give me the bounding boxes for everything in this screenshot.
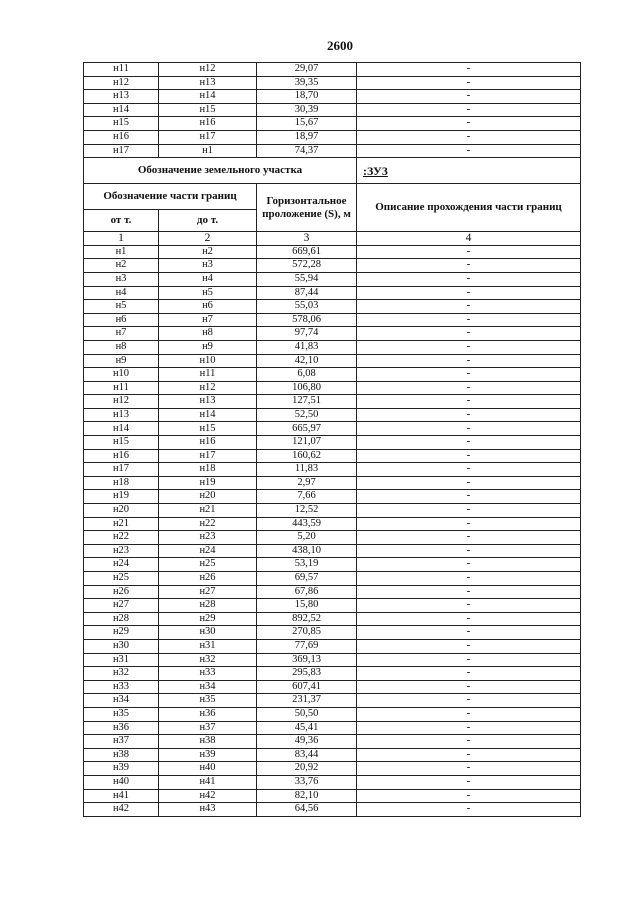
column-number-2: 2 <box>159 232 257 246</box>
length-cell: 52,50 <box>257 408 357 422</box>
description-cell: - <box>357 395 581 409</box>
length-cell: 64,56 <box>257 803 357 817</box>
length-cell: 121,07 <box>257 436 357 450</box>
description-cell: - <box>357 612 581 626</box>
point-from-cell: н16 <box>84 449 159 463</box>
table-row <box>84 245 581 259</box>
length-cell: 77,69 <box>257 639 357 653</box>
table-row <box>84 639 581 653</box>
length-cell: 607,41 <box>257 680 357 694</box>
point-to-cell: н34 <box>159 680 257 694</box>
point-from-cell: н31 <box>84 653 159 667</box>
point-to-cell: н7 <box>159 313 257 327</box>
point-to-cell: н25 <box>159 558 257 572</box>
table-row <box>84 354 581 368</box>
point-to-cell: н9 <box>159 340 257 354</box>
point-to-cell: н19 <box>159 476 257 490</box>
column-number-4: 4 <box>357 232 581 246</box>
description-cell: - <box>357 775 581 789</box>
description-cell: - <box>357 735 581 749</box>
table-row <box>84 558 581 572</box>
length-cell: 18,97 <box>257 130 357 144</box>
column-number-1: 1 <box>84 232 159 246</box>
description-cell: - <box>357 327 581 341</box>
point-to-cell: н18 <box>159 463 257 477</box>
description-cell: - <box>357 504 581 518</box>
point-to-cell: н33 <box>159 667 257 681</box>
length-cell: 53,19 <box>257 558 357 572</box>
table-row <box>84 748 581 762</box>
main-rows-section <box>84 245 581 816</box>
length-cell: 665,97 <box>257 422 357 436</box>
length-cell: 15,80 <box>257 599 357 613</box>
table-row <box>84 368 581 382</box>
point-from-cell: н34 <box>84 694 159 708</box>
length-cell: 15,67 <box>257 117 357 131</box>
description-cell: - <box>357 653 581 667</box>
point-from-cell: н2 <box>84 259 159 273</box>
table-row <box>84 667 581 681</box>
header-description: Описание прохождения части границ <box>357 184 581 232</box>
description-cell: - <box>357 436 581 450</box>
description-cell: - <box>357 313 581 327</box>
point-to-cell: н29 <box>159 612 257 626</box>
point-from-cell: н28 <box>84 612 159 626</box>
description-cell: - <box>357 667 581 681</box>
length-cell: 369,13 <box>257 653 357 667</box>
point-to-cell: н10 <box>159 354 257 368</box>
length-cell: 18,70 <box>257 90 357 104</box>
point-from-cell: н40 <box>84 775 159 789</box>
description-cell: - <box>357 707 581 721</box>
length-cell: 42,10 <box>257 354 357 368</box>
table-row <box>84 490 581 504</box>
point-from-cell: н12 <box>84 76 159 90</box>
point-to-cell: н12 <box>159 63 257 77</box>
header-horizontal-length: Горизонтальное проложение (S), м <box>257 184 357 232</box>
header-section <box>84 158 581 246</box>
point-from-cell: н42 <box>84 803 159 817</box>
table-row <box>84 300 581 314</box>
point-from-cell: н4 <box>84 286 159 300</box>
point-to-cell: н17 <box>159 449 257 463</box>
length-cell: 33,76 <box>257 775 357 789</box>
table-row <box>84 517 581 531</box>
point-from-cell: н35 <box>84 707 159 721</box>
table-row <box>84 803 581 817</box>
point-from-cell: н10 <box>84 368 159 382</box>
description-cell: - <box>357 721 581 735</box>
table-row <box>84 775 581 789</box>
description-cell: - <box>357 762 581 776</box>
description-cell: - <box>357 354 581 368</box>
point-from-cell: н19 <box>84 490 159 504</box>
length-cell: 55,94 <box>257 272 357 286</box>
table-row <box>84 721 581 735</box>
point-to-cell: н14 <box>159 408 257 422</box>
table-row <box>84 599 581 613</box>
table-row <box>84 408 581 422</box>
point-from-cell: н18 <box>84 476 159 490</box>
point-from-cell: н1 <box>84 245 159 259</box>
description-cell: - <box>357 585 581 599</box>
point-to-cell: н4 <box>159 272 257 286</box>
description-cell: - <box>357 639 581 653</box>
description-cell: - <box>357 694 581 708</box>
point-from-cell: н5 <box>84 300 159 314</box>
table-row <box>84 395 581 409</box>
point-to-cell: н5 <box>159 286 257 300</box>
point-from-cell: н39 <box>84 762 159 776</box>
point-to-cell: н13 <box>159 76 257 90</box>
length-cell: 572,28 <box>257 259 357 273</box>
table-row <box>84 544 581 558</box>
point-to-cell: н39 <box>159 748 257 762</box>
point-to-cell: н37 <box>159 721 257 735</box>
description-cell: - <box>357 531 581 545</box>
description-cell: - <box>357 803 581 817</box>
point-to-cell: н16 <box>159 436 257 450</box>
length-cell: 443,59 <box>257 517 357 531</box>
length-cell: 45,41 <box>257 721 357 735</box>
description-cell: - <box>357 476 581 490</box>
point-to-cell: н26 <box>159 572 257 586</box>
point-from-cell: н33 <box>84 680 159 694</box>
length-cell: 127,51 <box>257 395 357 409</box>
length-cell: 7,66 <box>257 490 357 504</box>
description-cell: - <box>357 90 581 104</box>
length-cell: 69,57 <box>257 572 357 586</box>
length-cell: 106,80 <box>257 381 357 395</box>
point-from-cell: н27 <box>84 599 159 613</box>
length-cell: 82,10 <box>257 789 357 803</box>
table-row <box>84 653 581 667</box>
description-cell: - <box>357 103 581 117</box>
point-to-cell: н13 <box>159 395 257 409</box>
length-cell: 67,86 <box>257 585 357 599</box>
description-cell: - <box>357 517 581 531</box>
point-from-cell: н14 <box>84 103 159 117</box>
description-cell: - <box>357 558 581 572</box>
description-cell: - <box>357 408 581 422</box>
description-cell: - <box>357 259 581 273</box>
length-cell: 41,83 <box>257 340 357 354</box>
point-to-cell: н28 <box>159 599 257 613</box>
description-cell: - <box>357 599 581 613</box>
description-cell: - <box>357 63 581 77</box>
point-to-cell: н43 <box>159 803 257 817</box>
length-cell: 29,07 <box>257 63 357 77</box>
table-row <box>84 422 581 436</box>
length-cell: 231,37 <box>257 694 357 708</box>
header-boundary-parts: Обозначение части границ <box>84 184 257 210</box>
length-cell: 669,61 <box>257 245 357 259</box>
point-from-cell: н20 <box>84 504 159 518</box>
table-row <box>84 789 581 803</box>
point-to-cell: н1 <box>159 144 257 158</box>
table-row <box>84 90 581 104</box>
length-cell: 74,37 <box>257 144 357 158</box>
description-cell: - <box>357 144 581 158</box>
point-to-cell: н8 <box>159 327 257 341</box>
point-from-cell: н11 <box>84 63 159 77</box>
length-cell: 438,10 <box>257 544 357 558</box>
point-from-cell: н13 <box>84 408 159 422</box>
length-cell: 83,44 <box>257 748 357 762</box>
table-row <box>84 103 581 117</box>
column-number-3: 3 <box>257 232 357 246</box>
description-cell: - <box>357 449 581 463</box>
point-from-cell: н15 <box>84 436 159 450</box>
point-from-cell: н30 <box>84 639 159 653</box>
point-to-cell: н41 <box>159 775 257 789</box>
length-cell: 49,36 <box>257 735 357 749</box>
table-row <box>84 449 581 463</box>
point-from-cell: н23 <box>84 544 159 558</box>
table-row <box>84 313 581 327</box>
point-to-cell: н3 <box>159 259 257 273</box>
table-row <box>84 694 581 708</box>
table-row <box>84 762 581 776</box>
length-cell: 160,62 <box>257 449 357 463</box>
table-row <box>84 626 581 640</box>
table-row <box>84 735 581 749</box>
length-cell: 892,52 <box>257 612 357 626</box>
length-cell: 2,97 <box>257 476 357 490</box>
description-cell: - <box>357 117 581 131</box>
table-row <box>84 572 581 586</box>
top-rows-section <box>84 63 581 158</box>
table-row <box>84 272 581 286</box>
length-cell: 578,06 <box>257 313 357 327</box>
point-from-cell: н41 <box>84 789 159 803</box>
point-from-cell: н3 <box>84 272 159 286</box>
point-from-cell: н25 <box>84 572 159 586</box>
point-to-cell: н20 <box>159 490 257 504</box>
length-cell: 11,83 <box>257 463 357 477</box>
table-row <box>84 327 581 341</box>
point-to-cell: н23 <box>159 531 257 545</box>
point-from-cell: н11 <box>84 381 159 395</box>
point-to-cell: н22 <box>159 517 257 531</box>
point-from-cell: н15 <box>84 117 159 131</box>
point-from-cell: н26 <box>84 585 159 599</box>
length-cell: 55,03 <box>257 300 357 314</box>
point-from-cell: н14 <box>84 422 159 436</box>
table-row <box>84 612 581 626</box>
length-cell: 6,08 <box>257 368 357 382</box>
point-from-cell: н9 <box>84 354 159 368</box>
point-from-cell: н12 <box>84 395 159 409</box>
boundary-table <box>83 62 581 817</box>
description-cell: - <box>357 748 581 762</box>
description-cell: - <box>357 680 581 694</box>
description-cell: - <box>357 422 581 436</box>
length-cell: 30,39 <box>257 103 357 117</box>
point-to-cell: н24 <box>159 544 257 558</box>
point-from-cell: н17 <box>84 463 159 477</box>
length-cell: 50,50 <box>257 707 357 721</box>
description-cell: - <box>357 286 581 300</box>
point-from-cell: н21 <box>84 517 159 531</box>
description-cell: - <box>357 340 581 354</box>
point-from-cell: н32 <box>84 667 159 681</box>
description-cell: - <box>357 272 581 286</box>
point-to-cell: н35 <box>159 694 257 708</box>
point-to-cell: н42 <box>159 789 257 803</box>
length-cell: 5,20 <box>257 531 357 545</box>
point-from-cell: н24 <box>84 558 159 572</box>
table-row <box>84 680 581 694</box>
description-cell: - <box>357 463 581 477</box>
point-to-cell: н27 <box>159 585 257 599</box>
table-row <box>84 531 581 545</box>
point-from-cell: н13 <box>84 90 159 104</box>
point-to-cell: н40 <box>159 762 257 776</box>
point-to-cell: н6 <box>159 300 257 314</box>
length-cell: 97,74 <box>257 327 357 341</box>
point-to-cell: н15 <box>159 422 257 436</box>
length-cell: 270,85 <box>257 626 357 640</box>
length-cell: 39,35 <box>257 76 357 90</box>
table-row <box>84 130 581 144</box>
point-to-cell: н32 <box>159 653 257 667</box>
point-to-cell: н17 <box>159 130 257 144</box>
parcel-value: :ЗУ3 <box>357 158 581 184</box>
point-to-cell: н12 <box>159 381 257 395</box>
description-cell: - <box>357 626 581 640</box>
description-cell: - <box>357 490 581 504</box>
description-cell: - <box>357 544 581 558</box>
point-to-cell: н14 <box>159 90 257 104</box>
point-from-cell: н36 <box>84 721 159 735</box>
table-row <box>84 463 581 477</box>
length-cell: 87,44 <box>257 286 357 300</box>
description-cell: - <box>357 245 581 259</box>
point-to-cell: н30 <box>159 626 257 640</box>
length-cell: 295,83 <box>257 667 357 681</box>
table-row <box>84 504 581 518</box>
table-row <box>84 117 581 131</box>
table-row <box>84 63 581 77</box>
table-row <box>84 436 581 450</box>
point-to-cell: н11 <box>159 368 257 382</box>
description-cell: - <box>357 368 581 382</box>
table-row <box>84 381 581 395</box>
point-to-cell: н16 <box>159 117 257 131</box>
point-to-cell: н38 <box>159 735 257 749</box>
point-to-cell: н36 <box>159 707 257 721</box>
table-row <box>84 144 581 158</box>
parcel-label: Обозначение земельного участка <box>84 158 357 184</box>
point-from-cell: н37 <box>84 735 159 749</box>
description-cell: - <box>357 789 581 803</box>
point-to-cell: н31 <box>159 639 257 653</box>
point-from-cell: н38 <box>84 748 159 762</box>
point-from-cell: н17 <box>84 144 159 158</box>
length-cell: 12,52 <box>257 504 357 518</box>
table-row <box>84 707 581 721</box>
description-cell: - <box>357 76 581 90</box>
table-row <box>84 259 581 273</box>
point-from-cell: н6 <box>84 313 159 327</box>
length-cell: 20,92 <box>257 762 357 776</box>
description-cell: - <box>357 300 581 314</box>
table-row <box>84 340 581 354</box>
description-cell: - <box>357 572 581 586</box>
point-from-cell: н7 <box>84 327 159 341</box>
point-to-cell: н2 <box>159 245 257 259</box>
point-from-cell: н22 <box>84 531 159 545</box>
point-from-cell: н16 <box>84 130 159 144</box>
description-cell: - <box>357 130 581 144</box>
table-row <box>84 585 581 599</box>
point-to-cell: н15 <box>159 103 257 117</box>
table-row <box>84 476 581 490</box>
description-cell: - <box>357 381 581 395</box>
header-to: до т. <box>159 210 257 232</box>
page-number: 2600 <box>327 38 353 53</box>
table-row <box>84 286 581 300</box>
table-row <box>84 76 581 90</box>
point-from-cell: н8 <box>84 340 159 354</box>
point-from-cell: н29 <box>84 626 159 640</box>
header-from: от т. <box>84 210 159 232</box>
point-to-cell: н21 <box>159 504 257 518</box>
